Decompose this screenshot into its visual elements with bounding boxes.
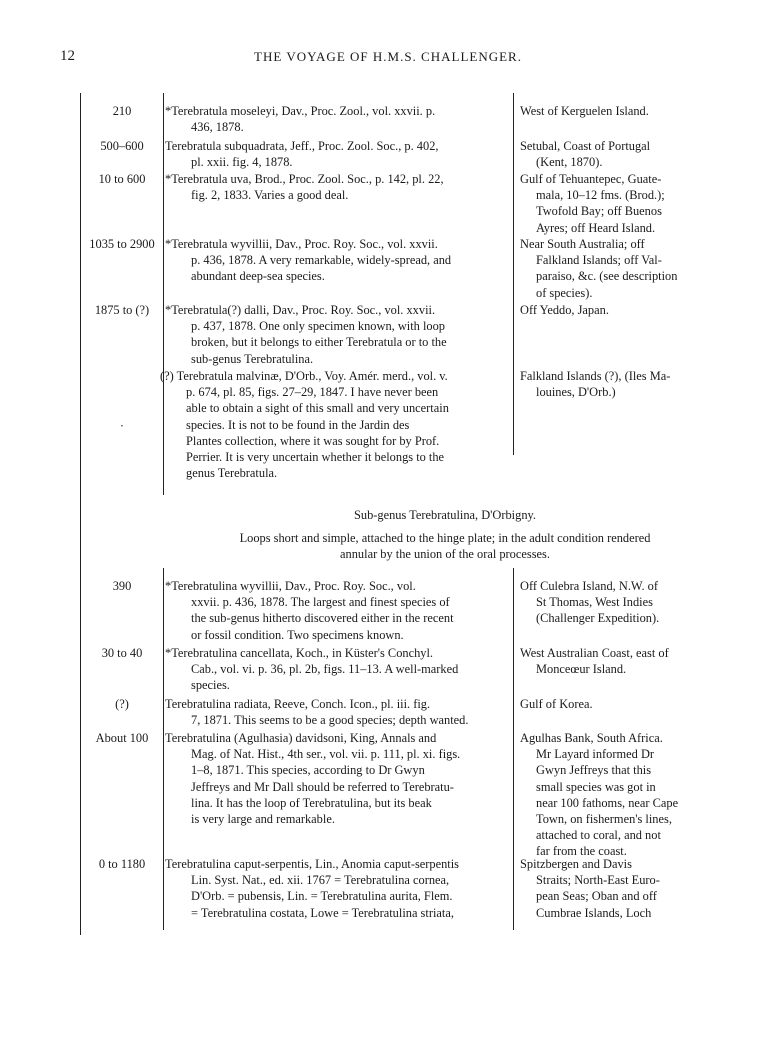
species-line: pl. xxii. fig. 4, 1878.	[191, 155, 293, 170]
species-line: *Terebratula(?) dalli, Dav., Proc. Roy. Soc., vol. xxvii.	[165, 303, 436, 317]
species-line: p. 674, pl. 85, figs. 27–29, 1847. I have never been	[186, 385, 439, 400]
species-line: = Terebratulina costata, Lowe = Terebratulina striata,	[191, 905, 454, 920]
locality-line: Mr Layard informed Dr	[536, 747, 655, 762]
column-rule-locality	[513, 93, 514, 455]
locality-line: Town, on fishermen's lines,	[536, 812, 672, 827]
locality-line: Gulf of Korea.	[520, 697, 593, 711]
subgenus-description	[170, 530, 720, 562]
species-line: D'Orb. = pubensis, Lin. = Terebratulina aurita, Flem.	[191, 889, 453, 904]
locality-line: small species was got in	[536, 779, 656, 794]
locality-line: Twofold Bay; off Buenos	[536, 204, 662, 219]
depth-cell: About 100	[95, 731, 149, 745]
species-line: 1–8, 1871. This species, according to Dr Gwyn	[191, 763, 425, 778]
locality-entry	[520, 138, 720, 170]
species-entry	[165, 578, 507, 643]
species-line: Terebratulina caput-serpentis, Lin., Anomia caput-serpentis	[165, 857, 459, 871]
running-title: THE VOYAGE OF H.M.S. CHALLENGER.	[254, 49, 522, 64]
subgenus-description-line: Loops short and simple, attached to the hinge plate; in the adult condition rendered	[239, 531, 651, 545]
locality-line: Off Culebra Island, N.W. of	[520, 579, 658, 593]
depth-cell: (?)	[115, 697, 129, 711]
subgenus-description-line: annular by the union of the oral processes.	[340, 547, 550, 562]
depth-cell: 1035 to 2900	[89, 237, 155, 251]
species-line: broken, but it belongs to either Terebratula or to the	[191, 335, 447, 350]
locality-entry	[520, 578, 720, 627]
locality-line: (Kent, 1870).	[536, 155, 603, 170]
species-line: p. 437, 1878. One only specimen known, with loop	[191, 319, 445, 334]
species-line: species. It is not to be found in the Jardin des	[186, 417, 410, 432]
species-line: (?) Terebratula malvinæ, D'Orb., Voy. Amér. merd., vol. v.	[160, 369, 448, 383]
species-line: able to obtain a sight of this small and very uncertain	[186, 401, 449, 416]
depth-cell: 1875 to (?)	[94, 303, 150, 317]
locality-line: Gulf of Tehuantepec, Guate-	[520, 172, 662, 186]
depth-cell: 0 to 1180	[98, 857, 146, 871]
locality-line: louines, D'Orb.)	[536, 385, 616, 400]
locality-line: paraiso, &c. (see description	[536, 269, 678, 284]
species-line: *Terebratula uva, Brod., Proc. Zool. Soc., p. 142, pl. 22,	[165, 172, 444, 186]
locality-line: of species).	[536, 285, 593, 300]
species-entry	[165, 645, 507, 694]
locality-entry	[520, 730, 720, 860]
page-header	[0, 48, 776, 72]
species-entry	[165, 103, 507, 135]
species-line: Jeffreys and Mr Dall should be referred to Terebratu-	[191, 779, 454, 794]
locality-entry	[520, 236, 720, 301]
species-entry	[160, 368, 507, 481]
species-line: the sub-genus hitherto discovered either in the recent	[191, 611, 454, 626]
species-line: Plantes collection, where it was sought for by Prof.	[186, 433, 440, 448]
species-line: genus Terebratula.	[186, 466, 278, 481]
locality-line: Near South Australia; off	[520, 237, 645, 251]
locality-line: West Australian Coast, east of	[520, 646, 669, 660]
locality-line: Cumbrae Islands, Loch	[536, 905, 652, 920]
depth-cell: 10 to 600	[98, 172, 146, 186]
locality-line: near 100 fathoms, near Cape	[536, 795, 679, 810]
subgenus-title: Sub-genus Terebratulina, D'Orbigny.	[353, 508, 537, 522]
species-entry	[165, 171, 507, 203]
depth-cell: 500–600	[100, 139, 144, 153]
locality-entry	[520, 856, 720, 921]
depth-cell: ·	[119, 419, 125, 433]
species-line: or fossil condition. Two specimens known.	[191, 627, 404, 642]
locality-entry	[520, 302, 720, 318]
locality-line: Setubal, Coast of Portugal	[520, 139, 651, 153]
species-line: species.	[191, 678, 230, 693]
species-line: xxvii. p. 436, 1878. The largest and finest species of	[191, 595, 450, 610]
species-line: Lin. Syst. Nat., ed. xii. 1767 = Terebratulina cornea,	[191, 873, 450, 888]
locality-entry	[520, 645, 720, 677]
locality-line: Agulhas Bank, South Africa.	[520, 731, 663, 745]
species-line: 436, 1878.	[191, 120, 244, 135]
species-entry	[165, 138, 507, 170]
column-rule-locality-lower	[513, 568, 514, 930]
species-line: sub-genus Terebratulina.	[191, 351, 314, 366]
locality-line: Falkland Islands (?), (Iles Ma-	[520, 369, 671, 383]
depth-cell: 30 to 40	[101, 646, 143, 660]
locality-line: West of Kerguelen Island.	[520, 104, 649, 118]
locality-entry	[520, 368, 720, 400]
locality-line: Spitzbergen and Davis	[520, 857, 632, 871]
species-line: Cab., vol. vi. p. 36, pl. 2b, figs. 11–13. A well-marked	[191, 662, 459, 677]
locality-line: Gwyn Jeffreys that this	[536, 763, 652, 778]
locality-line: attached to coral, and not	[536, 828, 661, 843]
locality-line: St Thomas, West Indies	[536, 595, 653, 610]
locality-line: pean Seas; Oban and off	[536, 889, 657, 904]
species-line: Perrier. It is very uncertain whether it belongs to the	[186, 450, 445, 465]
species-line: Terebratulina (Agulhasia) davidsoni, King, Annals and	[165, 731, 437, 745]
table-left-rule	[80, 93, 81, 935]
locality-line: Off Yeddo, Japan.	[520, 303, 609, 317]
species-line: 7, 1871. This seems to be a good species; depth wanted.	[191, 713, 469, 728]
species-entry	[165, 236, 507, 285]
species-entry	[165, 302, 507, 367]
species-line: abundant deep-sea species.	[191, 269, 325, 284]
locality-line: mala, 10–12 fms. (Brod.);	[536, 188, 665, 203]
species-line: Terebratulina radiata, Reeve, Conch. Icon., pl. iii. fig.	[165, 697, 431, 711]
species-entry	[165, 856, 507, 921]
locality-line: Monceœur Island.	[536, 662, 627, 677]
locality-entry	[520, 171, 720, 236]
page-number: 12	[60, 48, 75, 64]
column-rule-depth-lower	[163, 568, 164, 930]
species-line: lina. It has the loop of Terebratulina, but its beak	[191, 795, 432, 810]
species-line: fig. 2, 1833. Varies a good deal.	[191, 188, 349, 203]
species-line: *Terebratula wyvillii, Dav., Proc. Roy. Soc., vol. xxvii.	[165, 237, 438, 251]
locality-line: Ayres; off Heard Island.	[536, 220, 656, 235]
depth-cell: 210	[112, 104, 132, 118]
species-line: *Terebratulina wyvillii, Dav., Proc. Roy. Soc., vol.	[165, 579, 416, 593]
species-line: *Terebratulina cancellata, Koch., in Küster's Conchyl.	[165, 646, 434, 660]
species-line: Mag. of Nat. Hist., 4th ser., vol. vii. p. 111, pl. xi. figs.	[191, 747, 461, 762]
locality-entry	[520, 103, 720, 119]
species-line: is very large and remarkable.	[191, 812, 335, 827]
locality-line: far from the coast.	[536, 844, 627, 859]
locality-line: Straits; North-East Euro-	[536, 873, 660, 888]
species-line: *Terebratula moseleyi, Dav., Proc. Zool., vol. xxvii. p.	[165, 104, 436, 118]
species-entry	[165, 730, 507, 827]
species-line: p. 436, 1878. A very remarkable, widely-spread, and	[191, 253, 452, 268]
locality-line: (Challenger Expedition).	[536, 611, 660, 626]
locality-line: Falkland Islands; off Val-	[536, 253, 662, 268]
species-entry	[165, 696, 507, 728]
depth-cell: 390	[112, 579, 132, 593]
locality-entry	[520, 696, 720, 712]
species-line: Terebratula subquadrata, Jeff., Proc. Zool. Soc., p. 402,	[165, 139, 439, 153]
